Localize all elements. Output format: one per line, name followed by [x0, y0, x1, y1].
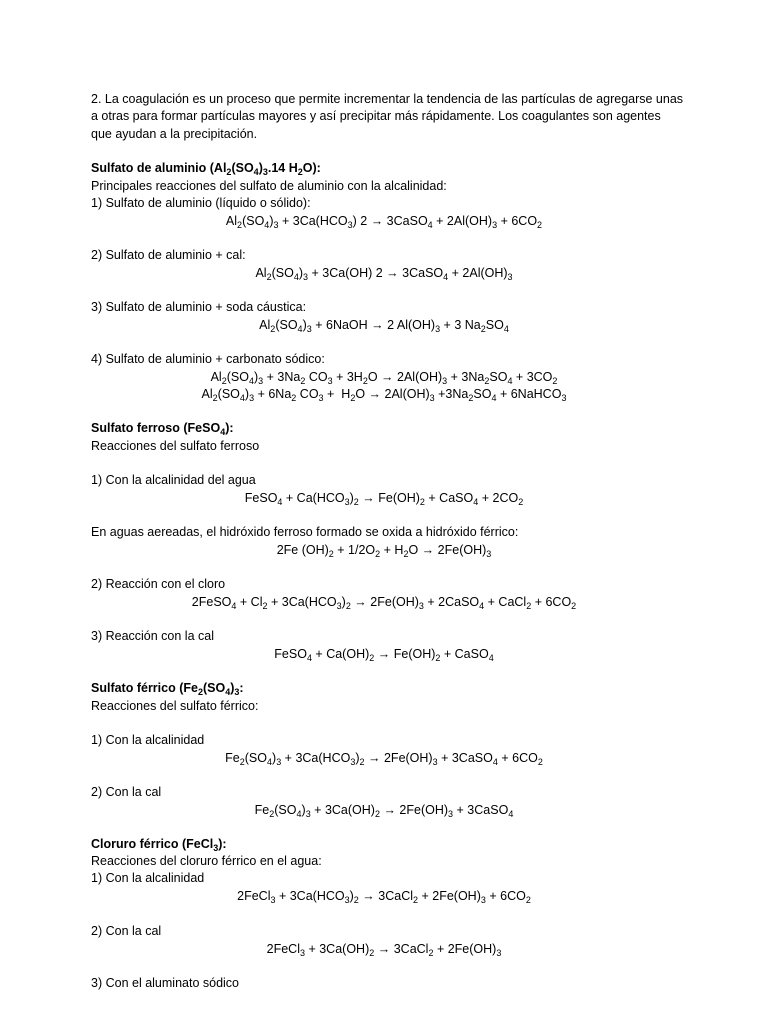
- ferroso-r3-label: 3) Reacción con la cal: [91, 629, 214, 643]
- cloruro-heading: Cloruro férrico (FeCl$_3$):: [91, 837, 227, 853]
- cloruro-r1-label: 1) Con la alcalinidad: [91, 871, 205, 885]
- aluminio-r2-equation: $Al_2(SO_4)_3 + 3Ca(OH) 2$ → 3CaSO$_4$ + $2Al(OH)_3$: [255, 266, 513, 282]
- ferroso-heading: Sulfato ferroso (FeSO$_4$):: [91, 421, 234, 437]
- aluminio-subheading: Principales reacciones del sulfato de aluminio con la alcalinidad:: [91, 179, 447, 193]
- ferrico-r1-equation: $Fe_2(SO_4)_3 + 3Ca(HCO_3)_2 \to 2Fe(OH)_3$ + 3CaSO$_4$ + $6CO_2$: [225, 751, 543, 767]
- aluminio-heading: Sulfato de aluminio ($Al_2(SO_4)_3.14$ $H_2O$):: [91, 161, 321, 177]
- cloruro-r2-label: 2) Con la cal: [91, 924, 162, 938]
- aluminio-r1-label: 1) Sulfato de aluminio (líquido o sólido):: [91, 196, 311, 210]
- ferrico-r1-label: 1) Con la alcalinidad: [91, 733, 205, 747]
- aluminio-r3-equation: $Al_2(SO_4)_3$ + 6NaOH → 2 $Al(OH)_3 + 3$ $Na_2SO_4$: [259, 318, 509, 334]
- intro-paragraph: 2. La coagulación es un proceso que permite incrementar la tendencia de las partículas de agregarse unas a otras para formar partículas mayores y así precipitar más rápidamente. Los coagulantes son agentes que ayudan a la precipitación.: [91, 92, 684, 141]
- aluminio-r1-equation: $Al_2(SO_4)_3 + 3Ca(HCO_3) 2$ → 3CaSO$_4$ + $2Al(OH)_3 + 6CO_2$: [225, 214, 543, 230]
- aluminio-r4-equation-1: $Al_2(SO_4)_3 + 3Na_2$ $CO_3 + 3H_2O \to 2Al(OH)_3 + 3Na_2SO_4 + 3CO_2$: [210, 370, 558, 386]
- cloruro-r1-equation: 2FeCl$_3$ + $3Ca(HCO_3)_2$ → 3CaCl$_2$ + $2Fe(OH)_3 + 6CO_2$: [237, 889, 531, 905]
- ferrico-r2-equation: $Fe_2(SO_4)_3 + 3Ca(OH)_2 \to 2Fe(OH)_3$ + 3CaSO$_4$: [254, 803, 514, 819]
- ferroso-r2-label: 2) Reacción con el cloro: [91, 577, 226, 591]
- ferrico-r2-label: 2) Con la cal: [91, 785, 162, 799]
- ferrico-subheading: Reacciones del sulfato férrico:: [91, 699, 259, 713]
- cloruro-r3-label: 3) Con el aluminato sódico: [91, 976, 239, 990]
- ferroso-subheading: Reacciones del sulfato ferroso: [91, 439, 260, 453]
- aluminio-r3-label: 3) Sulfato de aluminio + soda cáustica:: [91, 300, 307, 314]
- aluminio-r4-label: 4) Sulfato de aluminio + carbonato sódico:: [91, 352, 325, 366]
- ferroso-note-equation: 2Fe $(OH)_2 + 1/2O_2 + H_2O \to 2Fe(OH)_3$: [276, 543, 492, 559]
- ferroso-r3-equation: FeSO$_4$ + $Ca(OH)_2 \to Fe(OH)_2$ + CaSO$_4$: [274, 647, 494, 663]
- ferroso-r2-equation: 2FeSO$_4$ + $Cl_2 + 3Ca(HCO_3)_2 \to 2Fe(OH)_3$ + 2CaSO$_4$ + CaCl$_2$ + $6CO_2$: [191, 595, 577, 611]
- cloruro-r2-equation: 2FeCl$_3$ + $3Ca(OH)_2$ → 3CaCl$_2$ + $2Fe(OH)_3$: [266, 942, 502, 958]
- ferroso-note: En aguas aereadas, el hidróxido ferroso formado se oxida a hidróxido férrico:: [91, 525, 519, 539]
- ferroso-r1-equation: FeSO$_4$ + $Ca(HCO_3)_2 \to Fe(OH)_2$ + CaSO$_4$ + $2CO_2$: [244, 491, 524, 507]
- aluminio-r2-label: 2) Sulfato de aluminio + cal:: [91, 248, 246, 262]
- ferroso-r1-label: 1) Con la alcalinidad del agua: [91, 473, 256, 487]
- ferrico-heading: Sulfato férrico ($Fe_2(SO_4)_3$:: [91, 681, 244, 697]
- aluminio-r4-equation-2: $Al_2(SO_4)_3 + 6Na_2$ $CO_3 + H_2O \to 2Al(OH)_3 +3Na_2SO_4$ + 6NaHCO$_3$: [201, 387, 567, 403]
- cloruro-subheading: Reacciones del cloruro férrico en el agua:: [91, 854, 322, 868]
